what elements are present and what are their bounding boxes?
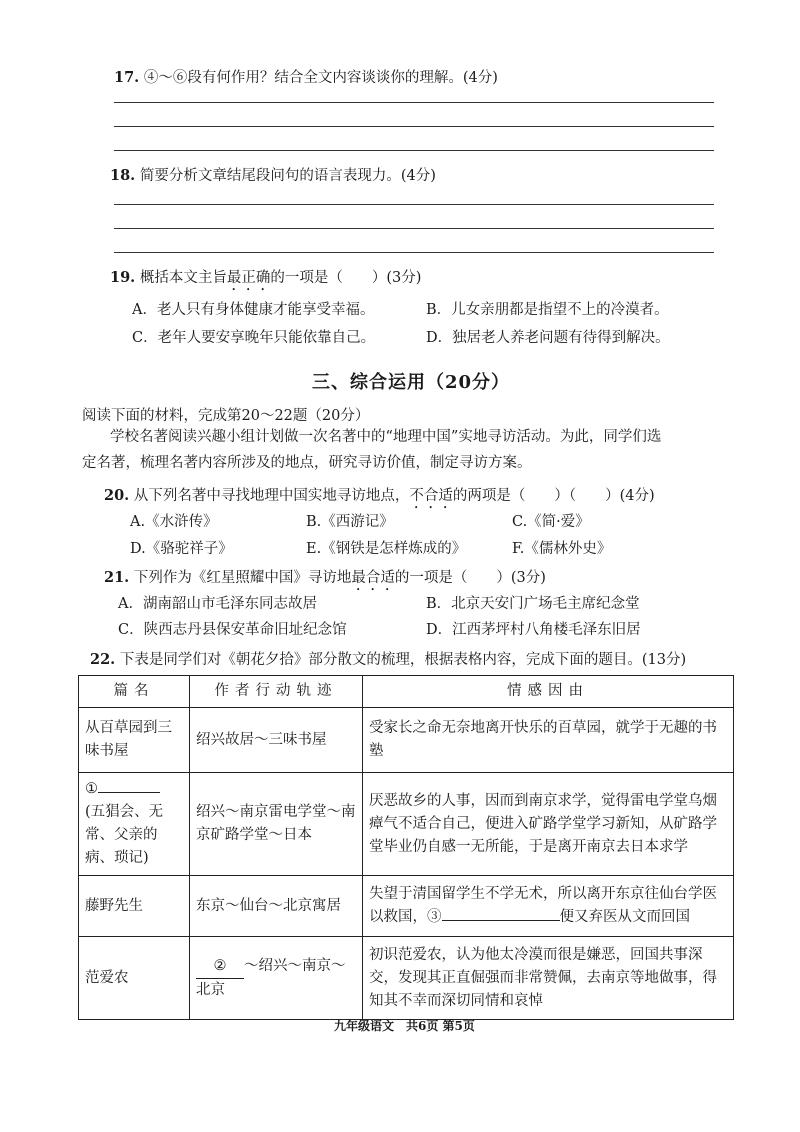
q21-text-post: 的一项是（ ）(3分): [394, 570, 546, 586]
q21-option-c[interactable]: C．陕西志丹县保安革命旧址纪念馆: [118, 622, 347, 638]
q21-text-emphasis: 最合适: [351, 570, 395, 586]
q22-number: 22.: [90, 651, 116, 668]
q21-option-d[interactable]: D．江西茅坪村八角楼毛泽东旧居: [426, 622, 641, 638]
row2-title-sub: (五猖会、无常、父亲的病、琐记): [85, 804, 164, 866]
blank-2-input[interactable]: [196, 955, 244, 979]
q17-answer-line-2[interactable]: [114, 126, 714, 127]
row3-reason-post: 便又弃医从文而回国: [559, 909, 690, 925]
header-route: 作者行动轨迹: [190, 676, 363, 708]
q20-option-b[interactable]: B.《西游记》: [306, 514, 394, 530]
blank-2-mark: ②: [213, 957, 227, 974]
material-line-2: 定名著，梳理名著内容所涉及的地点，研究寻访价值，制定寻访方案。: [82, 455, 532, 471]
row3-title: 藤野先生: [79, 876, 190, 937]
header-reason: 情感因由: [363, 676, 734, 708]
q20-option-c[interactable]: C.《简·爱》: [512, 514, 590, 530]
q21-text-pre: 下列作为《红星照耀中国》寻访地: [133, 570, 352, 586]
q18-text: 简要分析文章结尾段问句的语言表现力。(4分): [139, 168, 436, 184]
row4-reason: 初识范爱农，认为他太冷漠而很是嫌恶，回国共事深交，发现其正直倔强而非常赞佩，去南京等地做事，得知其不幸而深切同情和哀悼: [363, 937, 734, 1020]
row1-route: 绍兴故居～三味书屋: [190, 708, 363, 773]
row4-route-post: ～绍兴～南京～北京: [196, 957, 346, 998]
q20-option-e[interactable]: E.《钢铁是怎样炼成的》: [306, 541, 467, 557]
row2-route: 绍兴～南京雷电学堂～南京矿路学堂～日本: [190, 773, 363, 876]
q18-answer-line-1[interactable]: [114, 204, 714, 205]
q19-option-a[interactable]: A．老人只有身体健康才能享受幸福。: [132, 302, 375, 318]
q19-text-post: 的一项是（ ）(3分): [270, 270, 422, 286]
q22-text: 下表是同学们对《朝花夕拾》部分散文的梳理，根据表格内容，完成下面的题目。(13分): [119, 652, 687, 668]
q18-answer-line-2[interactable]: [114, 228, 714, 229]
q21-option-a[interactable]: A．湖南韶山市毛泽东同志故居: [118, 596, 317, 612]
q17-number: 17.: [114, 69, 140, 86]
blank-1-input[interactable]: [98, 792, 160, 793]
row3-reason: [363, 876, 734, 937]
q20-text-emphasis: 不合适: [409, 488, 453, 504]
row3-route: 东京～仙台～北京寓居: [190, 876, 363, 937]
q20-text-pre: 从下列名著中寻找地理中国实地寻访地点，: [133, 488, 410, 504]
q20-prompt: [104, 484, 655, 512]
q18-number: 18.: [110, 167, 136, 184]
page-footer: 九年级语文 共6页 第5页: [334, 1019, 475, 1033]
q17-answer-line-3[interactable]: [114, 150, 714, 151]
row4-route: [190, 937, 363, 1020]
table-row: [79, 708, 734, 773]
row2-title: [79, 773, 190, 876]
q17-text: ④～⑥段有何作用？结合全文内容谈谈你的理解。(4分): [143, 70, 498, 86]
q21-number: 21.: [104, 569, 130, 586]
table-row: [79, 876, 734, 937]
blank-3-input[interactable]: [442, 920, 560, 921]
blank-1-mark: ①: [85, 781, 98, 797]
section-title: 三、综合运用（20分）: [312, 372, 511, 393]
q19-text-emphasis: 最正确: [226, 270, 271, 286]
q19-prompt: [110, 266, 421, 294]
q18-answer-line-3[interactable]: [114, 252, 714, 253]
row4-title: 范爱农: [79, 937, 190, 1020]
row1-title: 从百草园到三味书屋: [79, 708, 190, 773]
q22-prompt: [90, 648, 686, 669]
q20-number: 20.: [104, 487, 130, 504]
material-heading: 阅读下面的材料，完成第20～22题（20分）: [82, 408, 370, 424]
q18-prompt: [110, 164, 436, 185]
q19-option-d[interactable]: D．独居老人养老问题有待得到解决。: [426, 330, 670, 346]
q20-option-a[interactable]: A.《水浒传》: [130, 514, 218, 530]
header-title: 篇名: [79, 676, 190, 708]
essay-table: [78, 675, 734, 1020]
q20-option-d[interactable]: D.《骆驼祥子》: [130, 541, 233, 557]
q20-text-post: 的两项是（ ）（ ）(4分): [452, 488, 655, 504]
table-header-row: [79, 676, 734, 708]
row2-reason: 厌恶故乡的人事，因而到南京求学，觉得雷电学堂乌烟瘴气不适合自己，便进入矿路学堂学习新知，从矿路学堂毕业仍自感一无所能，于是离开南京去日本求学: [363, 773, 734, 876]
table-row: [79, 937, 734, 1020]
q17-answer-line-1[interactable]: [114, 102, 714, 103]
q19-number: 19.: [110, 269, 136, 286]
blank-3-mark: ③: [427, 909, 442, 925]
q20-option-f[interactable]: F.《儒林外史》: [512, 541, 612, 557]
q19-text-pre: 概括本文主旨: [139, 270, 227, 286]
q19-option-b[interactable]: B．儿女亲朋都是指望不上的冷漠者。: [426, 302, 669, 318]
material-line-1: 学校名著阅读兴趣小组计划做一次名著中的“地理中国”实地寻访活动。为此，同学们选: [110, 429, 662, 445]
row1-reason: 受家长之命无奈地离开快乐的百草园，就学于无趣的书塾: [363, 708, 734, 773]
q21-prompt: [104, 566, 546, 594]
table-row: [79, 773, 734, 876]
q19-option-c[interactable]: C．老年人要安享晚年只能依靠自己。: [132, 330, 376, 346]
q21-option-b[interactable]: B．北京天安门广场毛主席纪念堂: [426, 596, 640, 612]
q17-prompt: [114, 66, 498, 87]
row3-reason-pre: 失望于清国留学生不学无术，所以离开东京往仙台学医以救国，: [369, 886, 717, 925]
